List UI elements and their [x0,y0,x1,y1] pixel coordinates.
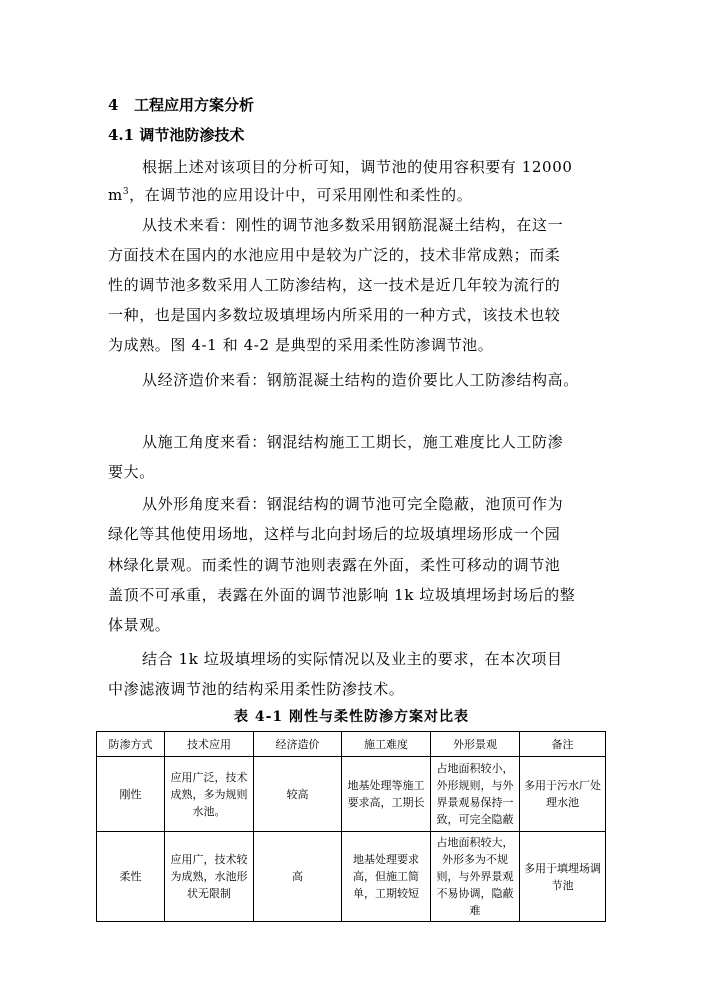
table-cell: 应用广泛，技术成熟，多为规则水池。 [165,757,254,832]
subsection-heading: 4.1 调节池防渗技术 [108,126,245,144]
paragraph-line: 体景观。 [108,616,171,634]
table-cell: 地基处理等施工要求高，工期长 [342,757,431,832]
paragraph-line: 方面技术在国内的水池应用中是较为广泛的，技术非常成熟；而柔 [108,246,561,264]
paragraph-line: 从经济造价来看：钢筋混凝土结构的造价要比人工防渗结构高。 [142,371,579,389]
section-number: 4 [108,96,119,114]
table-cell: 应用广，技术较为成熟，水池形状无限制 [165,832,254,922]
table-cell: 地基处理要求高，但施工简单，工期较短 [342,832,431,922]
table-cell: 占地面积较小，外形规则，与外界景观易保持一致，可完全隐蔽 [431,757,520,832]
table-header-cell: 技术应用 [165,732,254,757]
table-row [97,832,606,922]
table-caption: 表 4-1 刚性与柔性防渗方案对比表 [233,709,470,725]
superscript: 3 [122,187,130,197]
paragraph-line: 一种，也是国内多数垃圾填埋场内所采用的一种方式，该技术也较 [108,306,561,324]
table-cell: 高 [254,832,342,922]
section-heading [108,94,254,115]
paragraph-line: 林绿化景观。而柔性的调节池则表露在外面，柔性可移动的调节池 [108,556,561,574]
paragraph-line: 为成熟。图 4-1 和 4-2 是典型的采用柔性防渗调节池。 [108,336,494,354]
paragraph-line: 结合 1k 垃圾填埋场的实际情况以及业主的要求，在本次项目 [142,650,563,668]
table-cell: 柔性 [97,832,165,922]
table-row [97,757,606,832]
table-cell: 较高 [254,757,342,832]
comparison-table [96,731,606,922]
table-header-cell: 施工难度 [342,732,431,757]
table-header-cell: 外形景观 [431,732,520,757]
table-cell: 占地面积较大，外形多为不规则，与外界景观不易协调，隐蔽难 [431,832,520,922]
paragraph-line: 绿化等其他使用场地，这样与北向封场后的垃圾填埋场形成一个园 [108,525,561,543]
table-cell: 多用于填埋场调节池 [520,832,606,922]
unit-text: m [108,186,123,204]
table-cell: 多用于污水厂处理水池 [520,757,606,832]
paragraph-line: 根据上述对该项目的分析可知，调节池的使用容积要有 12000 [142,158,573,176]
table-header-row [97,732,606,757]
table-header-cell: 经济造价 [254,732,342,757]
paragraph-line: 从施工角度来看：钢混结构施工工期长，施工难度比人工防渗 [142,433,564,451]
table-header-cell: 防渗方式 [97,732,165,757]
paragraph-line [108,185,472,205]
paragraph-line: 从技术来看：刚性的调节池多数采用钢筋混凝土结构，在这一 [142,216,564,234]
table-cell: 刚性 [97,757,165,832]
paragraph-line: 性的调节池多数采用人工防渗结构，这一技术是近几年较为流行的 [108,276,561,294]
table-header-cell: 备注 [520,732,606,757]
paragraph-line: 要大。 [108,463,155,481]
paragraph-line: 从外形角度来看：钢混结构的调节池可完全隐蔽，池顶可作为 [142,495,564,513]
section-title: 工程应用方案分析 [134,96,255,114]
paragraph-line: 盖顶不可承重，表露在外面的调节池影响 1k 垃圾填埋场封场后的整 [108,586,576,604]
paragraph-line: 中渗滤液调节池的结构采用柔性防渗技术。 [108,680,405,698]
line-text: ，在调节池的应用设计中，可采用刚性和柔性的。 [129,186,473,204]
